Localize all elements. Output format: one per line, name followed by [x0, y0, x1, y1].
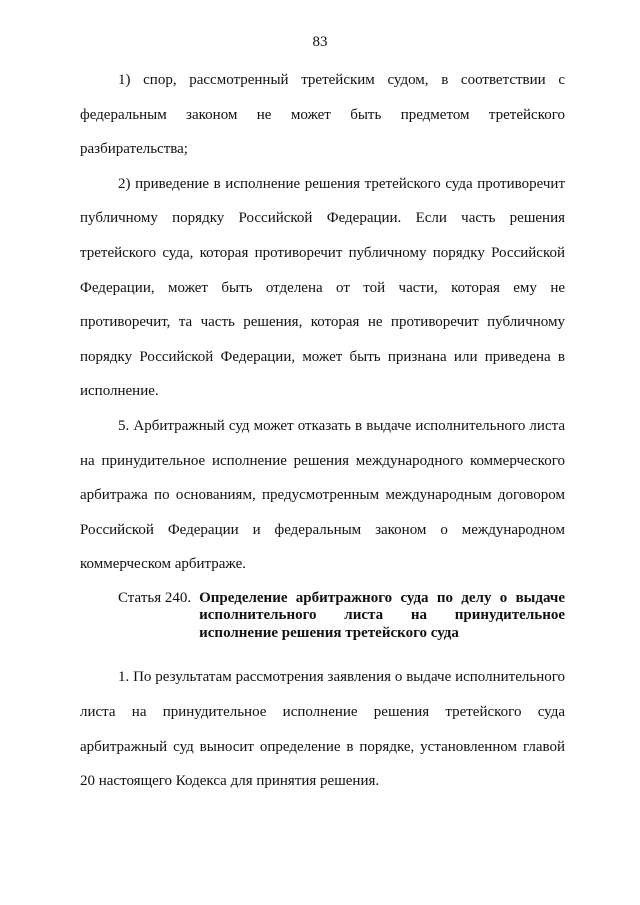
article-title: Определение арбитражного суда по делу о выдаче исполнительного листа на принудительное исполнение решения третейского суда [199, 589, 565, 641]
article-heading [80, 590, 565, 643]
paragraph-point-5: 5. Арбитражный суд может отказать в выдаче исполнительного листа на принудительное исполнение решения международного коммерческого арбитража по основаниям, предусмотренным международным договором Российской Федерации и федеральным законом о международном коммерческом арбитраже. [80, 417, 565, 573]
page-number: 83 [312, 34, 328, 50]
paragraph-item-2: 2) приведение в исполнение решения третейского суда противоречит публичному порядку Российской Федерации. Если часть решения третейского суда, которая противоречит публичному порядку Российской Федерации, может быть отделена от той части, которая ему не противоречит, та часть решения, которая не противоречит публичному порядку Российской Федерации, может быть признана или приведена в исполнение. [80, 175, 565, 400]
page-body [80, 63, 565, 799]
paragraph-point-1: 1. По результатам рассмотрения заявления о выдаче исполнительного листа на принудительное исполнение решения третейского суда арбитражный суд выносит определение в порядке, установленном главой 20 настоящего Кодекса для принятия решения. [80, 669, 565, 790]
paragraph-item-1: 1) спор, рассмотренный третейским судом, в соответствии с федеральным законом не может быть предметом третейского разбирательства; [80, 72, 565, 158]
article-number: Статья 240. [118, 589, 192, 606]
